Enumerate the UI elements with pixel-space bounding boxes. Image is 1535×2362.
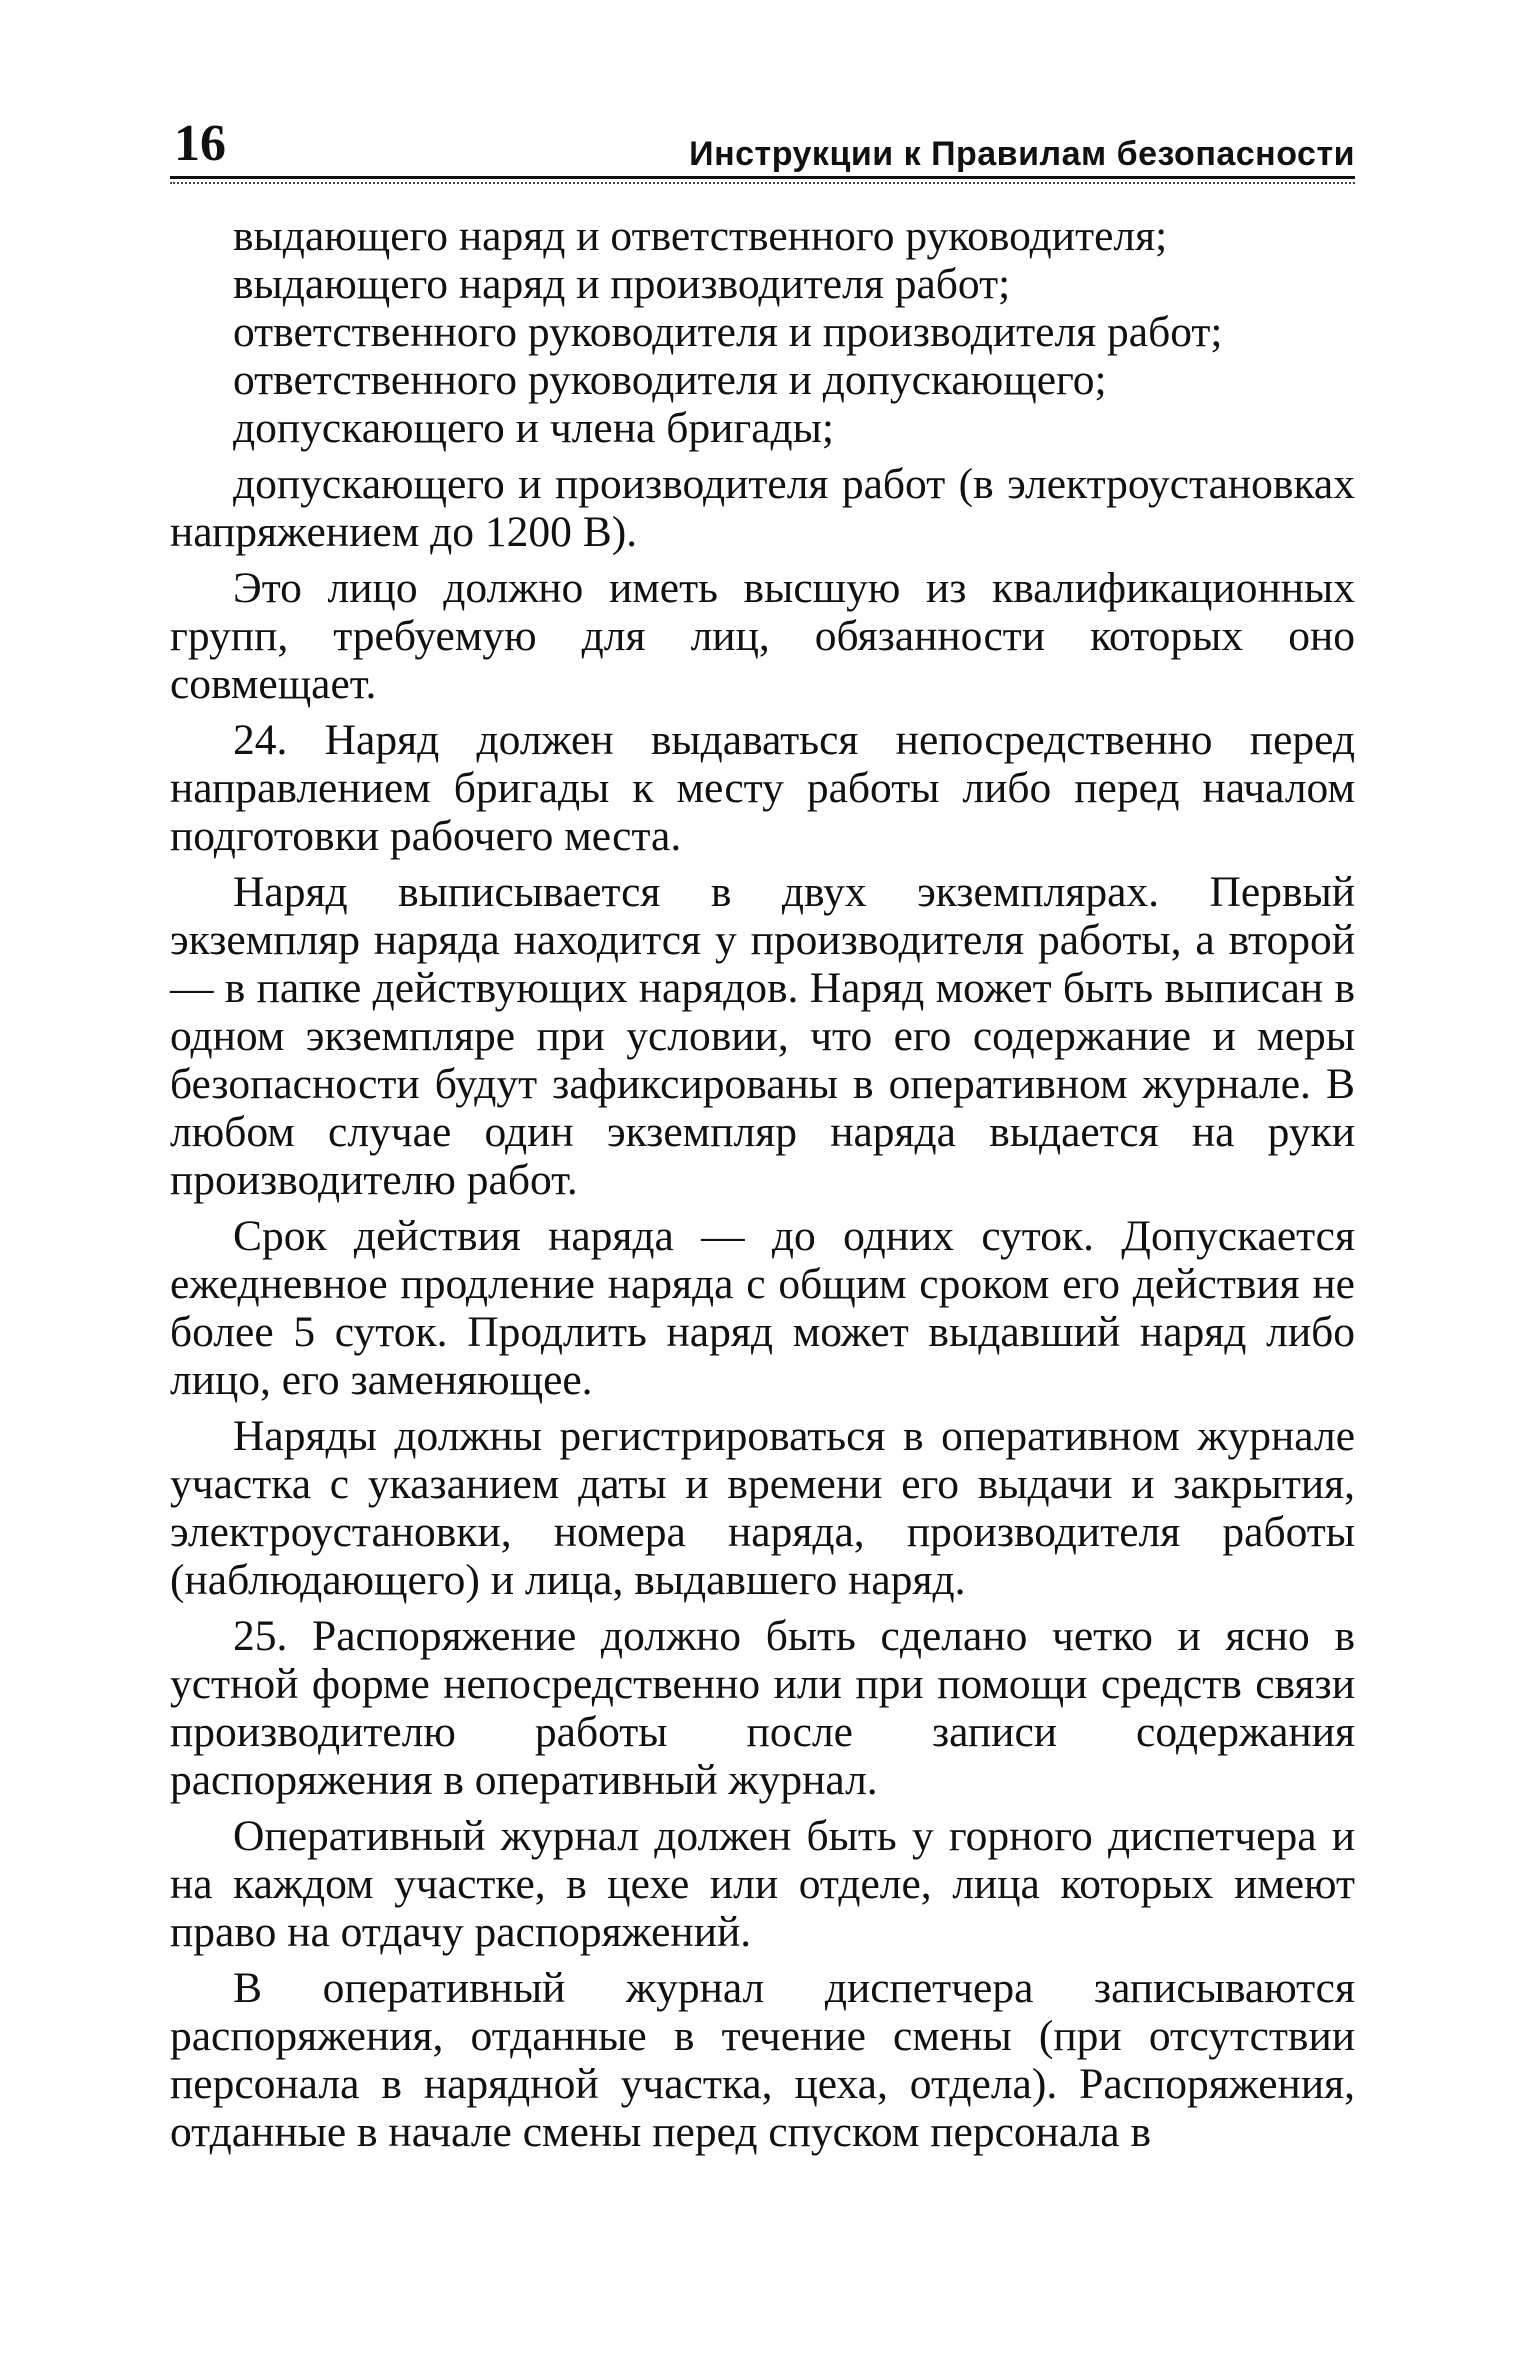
running-head-title: Инструкции к Правилам безопасности [689, 135, 1355, 173]
running-head [170, 110, 1355, 178]
book-page [170, 110, 1355, 2156]
page-number: 16 [174, 115, 226, 172]
paragraph: допускающего и производителя работ (в электроустановках напряжением до 1200 В). [170, 460, 1355, 556]
paragraph: 24. Наряд должен выдаваться непосредственно перед направлением бригады к месту работы либо перед началом подготовки рабочего места. [170, 716, 1355, 860]
paragraph: Оперативный журнал должен быть у горного диспетчера и на каждом участке, в цехе или отделе, лица которых имеют право на отдачу распоряжений. [170, 1812, 1355, 1956]
paragraph: Срок действия наряда — до одних суток. Допускается ежедневное продление наряда с общим сроком его действия не более 5 суток. Продлить наряд может выдавший наряд либо лицо, его заменяющее. [170, 1212, 1355, 1404]
paragraph: ответственного руководителя и допускающего; [233, 356, 1107, 404]
header-rule-secondary [170, 182, 1355, 184]
paragraph: выдающего наряд и ответственного руководителя; [233, 212, 1168, 260]
header-rule [170, 176, 1355, 179]
paragraph: Наряды должны регистрироваться в оперативном журнале участка с указанием даты и времени его выдачи и закрытия, электроустановки, номера наряда, производителя работы (наблюдающего) и лица, выдавшего наряд. [170, 1412, 1355, 1604]
paragraph: допускающего и члена бригады; [233, 404, 834, 452]
body-text [170, 212, 1355, 2156]
paragraph: Наряд выписывается в двух экземплярах. Первый экземпляр наряда находится у производителя работы, а второй — в папке действующих нарядов. Наряд может быть выписан в одном экземпляре при условии, что его содержание и меры безопасности будут зафиксированы в оперативном журнале. В любом случае один экземпляр наряда выдается на руки производителю работ. [170, 868, 1355, 1204]
paragraph: выдающего наряд и производителя работ; [233, 260, 1011, 308]
paragraph: В оперативный журнал диспетчера записываются распоряжения, отданные в течение смены (при отсутствии персонала в нарядной участка, цеха, отдела). Распоряжения, отданные в начале смены перед спуском персонала в [170, 1964, 1355, 2156]
paragraph: ответственного руководителя и производителя работ; [233, 308, 1223, 356]
paragraph: 25. Распоряжение должно быть сделано четко и ясно в устной форме непосредственно или при помощи средств связи производителю работы после записи содержания распоряжения в оперативный журнал. [170, 1612, 1355, 1804]
paragraph: Это лицо должно иметь высшую из квалификационных групп, требуемую для лиц, обязанности которых оно совмещает. [170, 564, 1355, 708]
